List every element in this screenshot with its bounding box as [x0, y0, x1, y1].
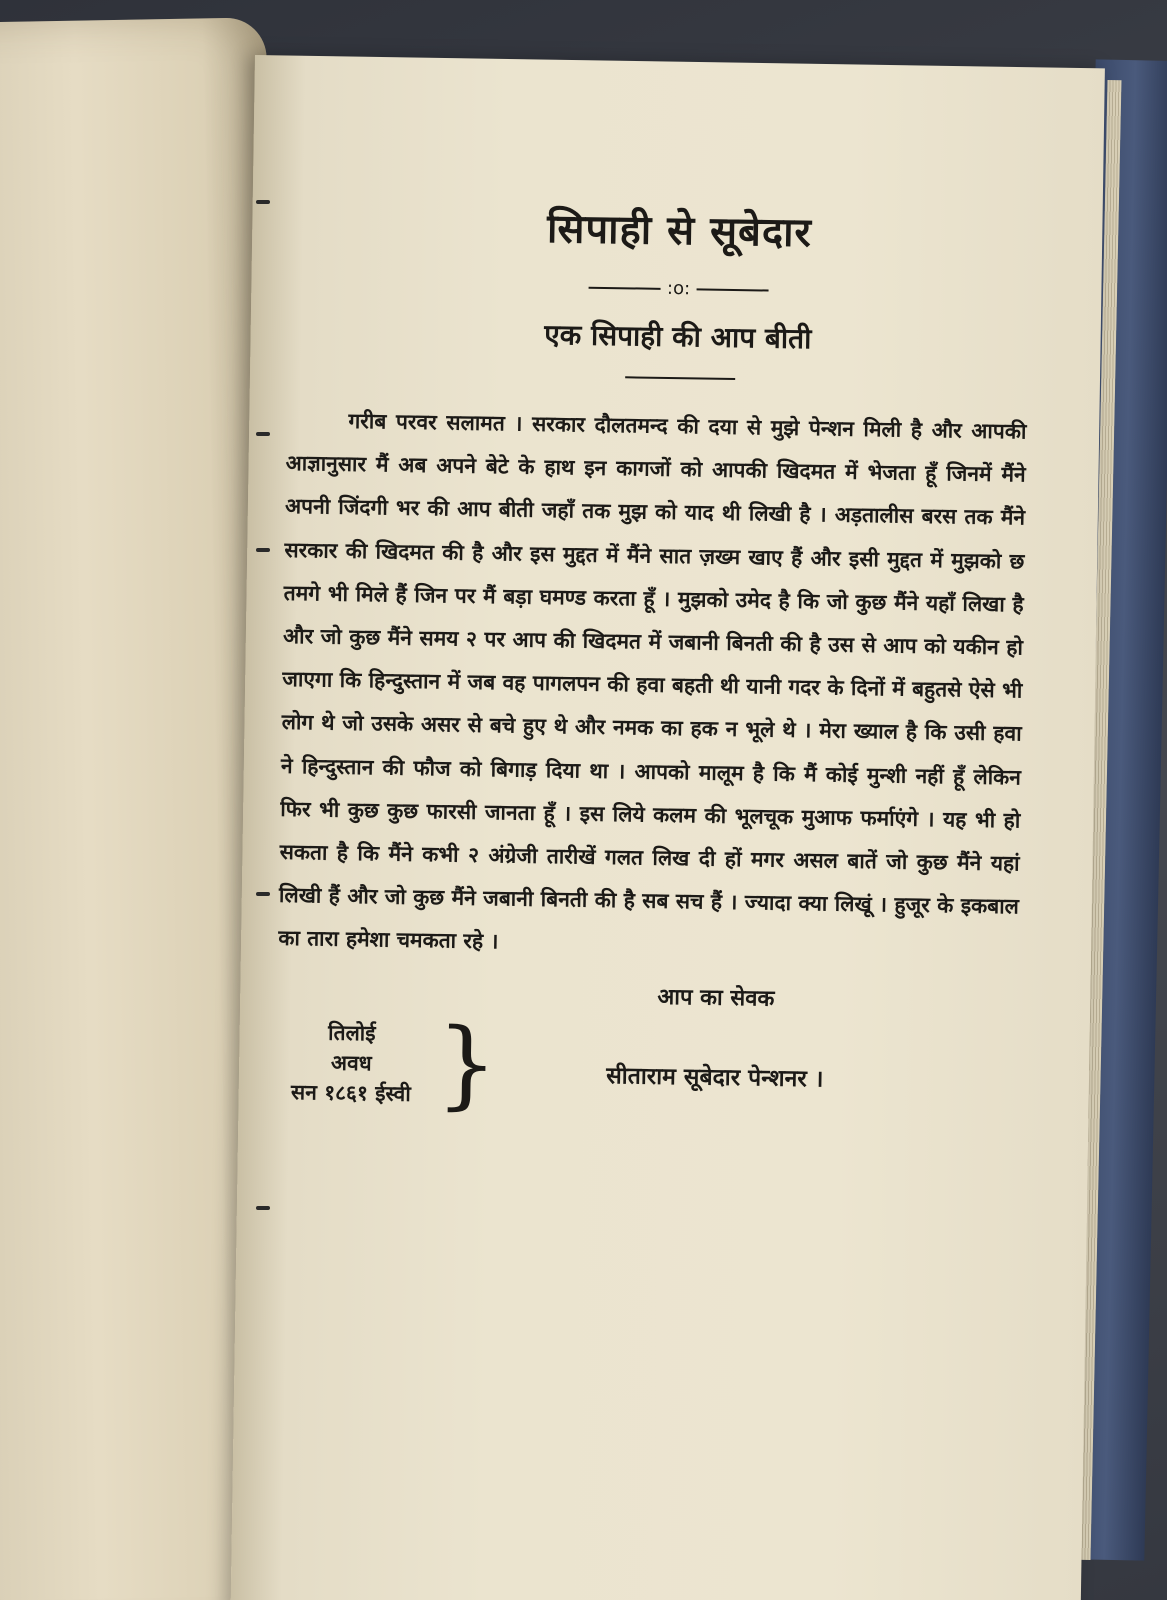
- ornament-line-right: [696, 288, 768, 291]
- brace-mark: }: [435, 1007, 499, 1120]
- title-ornament: [328, 273, 1028, 305]
- page-title: सिपाही से सूबेदार: [546, 206, 813, 257]
- closing-salutation: आप का सेवक: [657, 984, 775, 1012]
- subtitle-rule: [625, 376, 735, 380]
- binding-stitch: [256, 200, 270, 204]
- ornament-mark: :o:: [666, 277, 691, 300]
- binding-stitch: [256, 548, 270, 552]
- ornament-line-left: [589, 286, 661, 289]
- signature-block: [275, 1007, 1017, 1139]
- binding-stitch: [256, 432, 270, 436]
- place-line: अवध: [330, 1050, 372, 1076]
- page-subtitle: एक सिपाही की आप बीती: [543, 318, 812, 356]
- binding-stitch: [256, 892, 270, 896]
- binding-stitch: [256, 1206, 270, 1210]
- place-line: तिलोई: [327, 1020, 376, 1046]
- place-date: [266, 1016, 437, 1109]
- letter-body: गरीब परवर सलामत । सरकार दौलतमन्द की दया से मुझे पेन्शन मिली है और आपकी आज्ञानुसार मैं अब अपने बेटे के हाथ इन कागजों को आपकी खिदमत में भेजता हूँ जिनमें मैंने अपनी जिंदगी भर की आप बीती जहाँ तक मुझ को याद थी लिखी है । अड़तालीस बरस तक मैंने सरकार की खिदमत की है और इस मुद्दत में मैंने सात ज़ख्म खाए हैं और इसी मुद्दत में मुझको छ तमगे भी मिले हैं जिन पर मैं बड़ा घमण्ड करता हूँ । मुझको उमेद है कि जो कुछ मैंने यहाँ लिखा है और जो कुछ मैंने समय २ पर आप की खिदमत में जबानी बिनती की है उस से आप को यकीन हो जाएगा कि हिन्दुस्तान में जब वह पागलपन की हवा बहती थी यानी गदर के दिनों में बहुतसे ऐसे भी लोग थे जो उसके असर से बचे हुए थे और नमक का हक न भूले थे । मेरा ख्याल है कि उसी हवा ने हिन्दुस्तान की फौज को बिगाड़ दिया था । आपको मालूम है कि मैं कोई मुन्शी नहीं हूँ लेकिन फिर भी कुछ कुछ फारसी जानता हूँ । इस लिये कलम की भूलचूक मुआफ फर्माएंगे । यह भी हो सकता है कि मैंने कभी २ अंग्रेजी तारीखें गलत लिख दी हों मगर असल बातें जो कुछ मैंने यहां लिखी हैं और जो कुछ मैंने जबानी बिनती की है सब सच हैं । ज्यादा क्या लिखूं । हुजूर के इकबाल का तारा हमेशा चमकता रहे ।: [278, 408, 1027, 954]
- page-content: [275, 195, 1030, 1138]
- date-line: सन १८६१ ईस्वी: [290, 1079, 411, 1106]
- signature: सीताराम सूबेदार पेन्शनर ।: [606, 1062, 824, 1093]
